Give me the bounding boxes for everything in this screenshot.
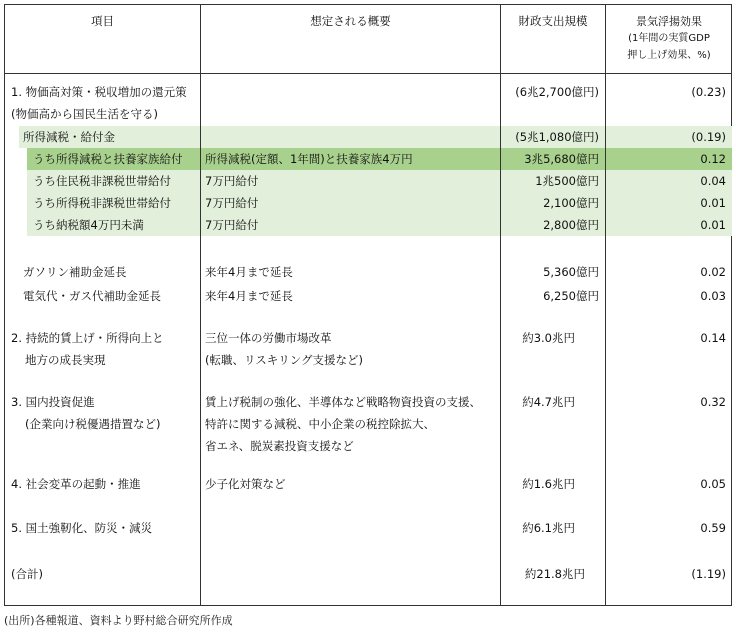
row3-scale: 3兆5,680億円 [524, 152, 599, 166]
row2-effect: (0.19) [691, 130, 726, 144]
row12-effect: 0.59 [700, 521, 726, 535]
row12-item: 5. 国土強靭化、防災・減災 [11, 521, 153, 535]
row8-scale: 6,250億円 [543, 289, 599, 303]
row11-overview: 少子化対策など [205, 477, 286, 491]
row5-effect: 0.01 [700, 196, 726, 210]
row9-overview-line1: 三位一体の労働市場改革 [205, 331, 332, 345]
row8-item: 電気代・ガス代補助金延長 [23, 289, 161, 303]
header-overview: 想定される概要 [310, 14, 391, 28]
row7-scale: 5,360億円 [543, 265, 599, 279]
row9-overview [205, 327, 363, 371]
row9-effect: 0.14 [700, 331, 726, 345]
row5-overview: 7万円給付 [205, 196, 259, 210]
row10-overview-line3: 省エネ、脱炭素投資支援など [205, 439, 354, 453]
row6-scale: 2,800億円 [543, 218, 599, 232]
row6-effect: 0.01 [700, 218, 726, 232]
row4-overview: 7万円給付 [205, 174, 259, 188]
row7-item: ガソリン補助金延長 [23, 265, 127, 279]
row1-item-line2: (物価高から国民生活を守る) [11, 107, 158, 121]
source-note: (出所)各種報道、資料より野村総合研究所作成 [4, 614, 233, 627]
header-item: 項目 [91, 14, 114, 28]
row1-item-line1: 1. 物価高対策・税収増加の還元策 [11, 85, 187, 99]
row2-item: 所得減税・給付金 [23, 130, 115, 144]
row10-effect: 0.32 [700, 395, 726, 409]
row9-item-line2: 地方の成長実現 [25, 353, 106, 367]
header-effect-sub2: 押し上げ効果、%) [627, 50, 711, 61]
row10-overview [205, 391, 481, 457]
row7-overview: 来年4月まで延長 [205, 265, 293, 279]
col-divider-1 [200, 5, 201, 605]
row12-scale: 約6.1兆円 [522, 521, 575, 535]
row1-item [11, 81, 187, 125]
row9-scale: 約3.0兆円 [522, 331, 575, 345]
header-effect-sub1: (1年間の実質GDP [628, 33, 710, 44]
row10-overview-line2: 特許に関する減税、中小企業の税控除拡大、 [205, 417, 435, 431]
row9-item [11, 327, 164, 371]
header-divider [5, 73, 731, 74]
row10-overview-line1: 賃上げ税制の強化、半導体など戦略物資投資の支援、 [205, 395, 481, 409]
row6-item: うち納税額4万円未満 [33, 218, 144, 232]
row6-overview: 7万円給付 [205, 218, 259, 232]
row5-item: うち所得税非課税世帯給付 [33, 196, 171, 210]
row8-effect: 0.03 [700, 289, 726, 303]
row11-effect: 0.05 [700, 477, 726, 491]
row13-scale: 約21.8兆円 [524, 567, 585, 581]
row4-scale: 1兆500億円 [535, 174, 599, 188]
row10-item-line1: 3. 国内投資促進 [11, 395, 95, 409]
row10-item-line2: (企業向け税優遇措置など) [25, 417, 161, 431]
header-effect [606, 13, 732, 64]
row5-scale: 2,100億円 [543, 196, 599, 210]
row4-effect: 0.04 [700, 174, 726, 188]
row8-overview: 来年4月まで延長 [205, 289, 293, 303]
row9-item-line1: 2. 持続的賃上げ・所得向上と [11, 331, 164, 345]
row10-scale: 約4.7兆円 [522, 395, 575, 409]
row2-scale: (5兆1,080億円) [515, 130, 599, 144]
row11-scale: 約1.6兆円 [522, 477, 575, 491]
row1-scale: (6兆2,700億円) [515, 85, 599, 99]
row4-item: うち住民税非課税世帯給付 [33, 174, 171, 188]
row10-item [11, 391, 160, 435]
stimulus-table [4, 4, 732, 606]
row7-effect: 0.02 [700, 265, 726, 279]
row1-effect: (0.23) [691, 85, 726, 99]
row3-effect: 0.12 [700, 152, 726, 166]
header-effect-title: 景気浮揚効果 [636, 15, 702, 28]
row3-overview: 所得減税(定額、1年間)と扶養家族4万円 [205, 152, 413, 166]
row13-item: (合計) [11, 567, 43, 581]
row3-item: うち所得減税と扶養家族給付 [33, 152, 183, 166]
row13-effect: (1.19) [691, 567, 726, 581]
row9-overview-line2: (転職、リスキリング支援など) [205, 353, 364, 367]
row11-item: 4. 社会変革の起動・推進 [11, 477, 141, 491]
header-scale: 財政支出規模 [518, 14, 588, 28]
